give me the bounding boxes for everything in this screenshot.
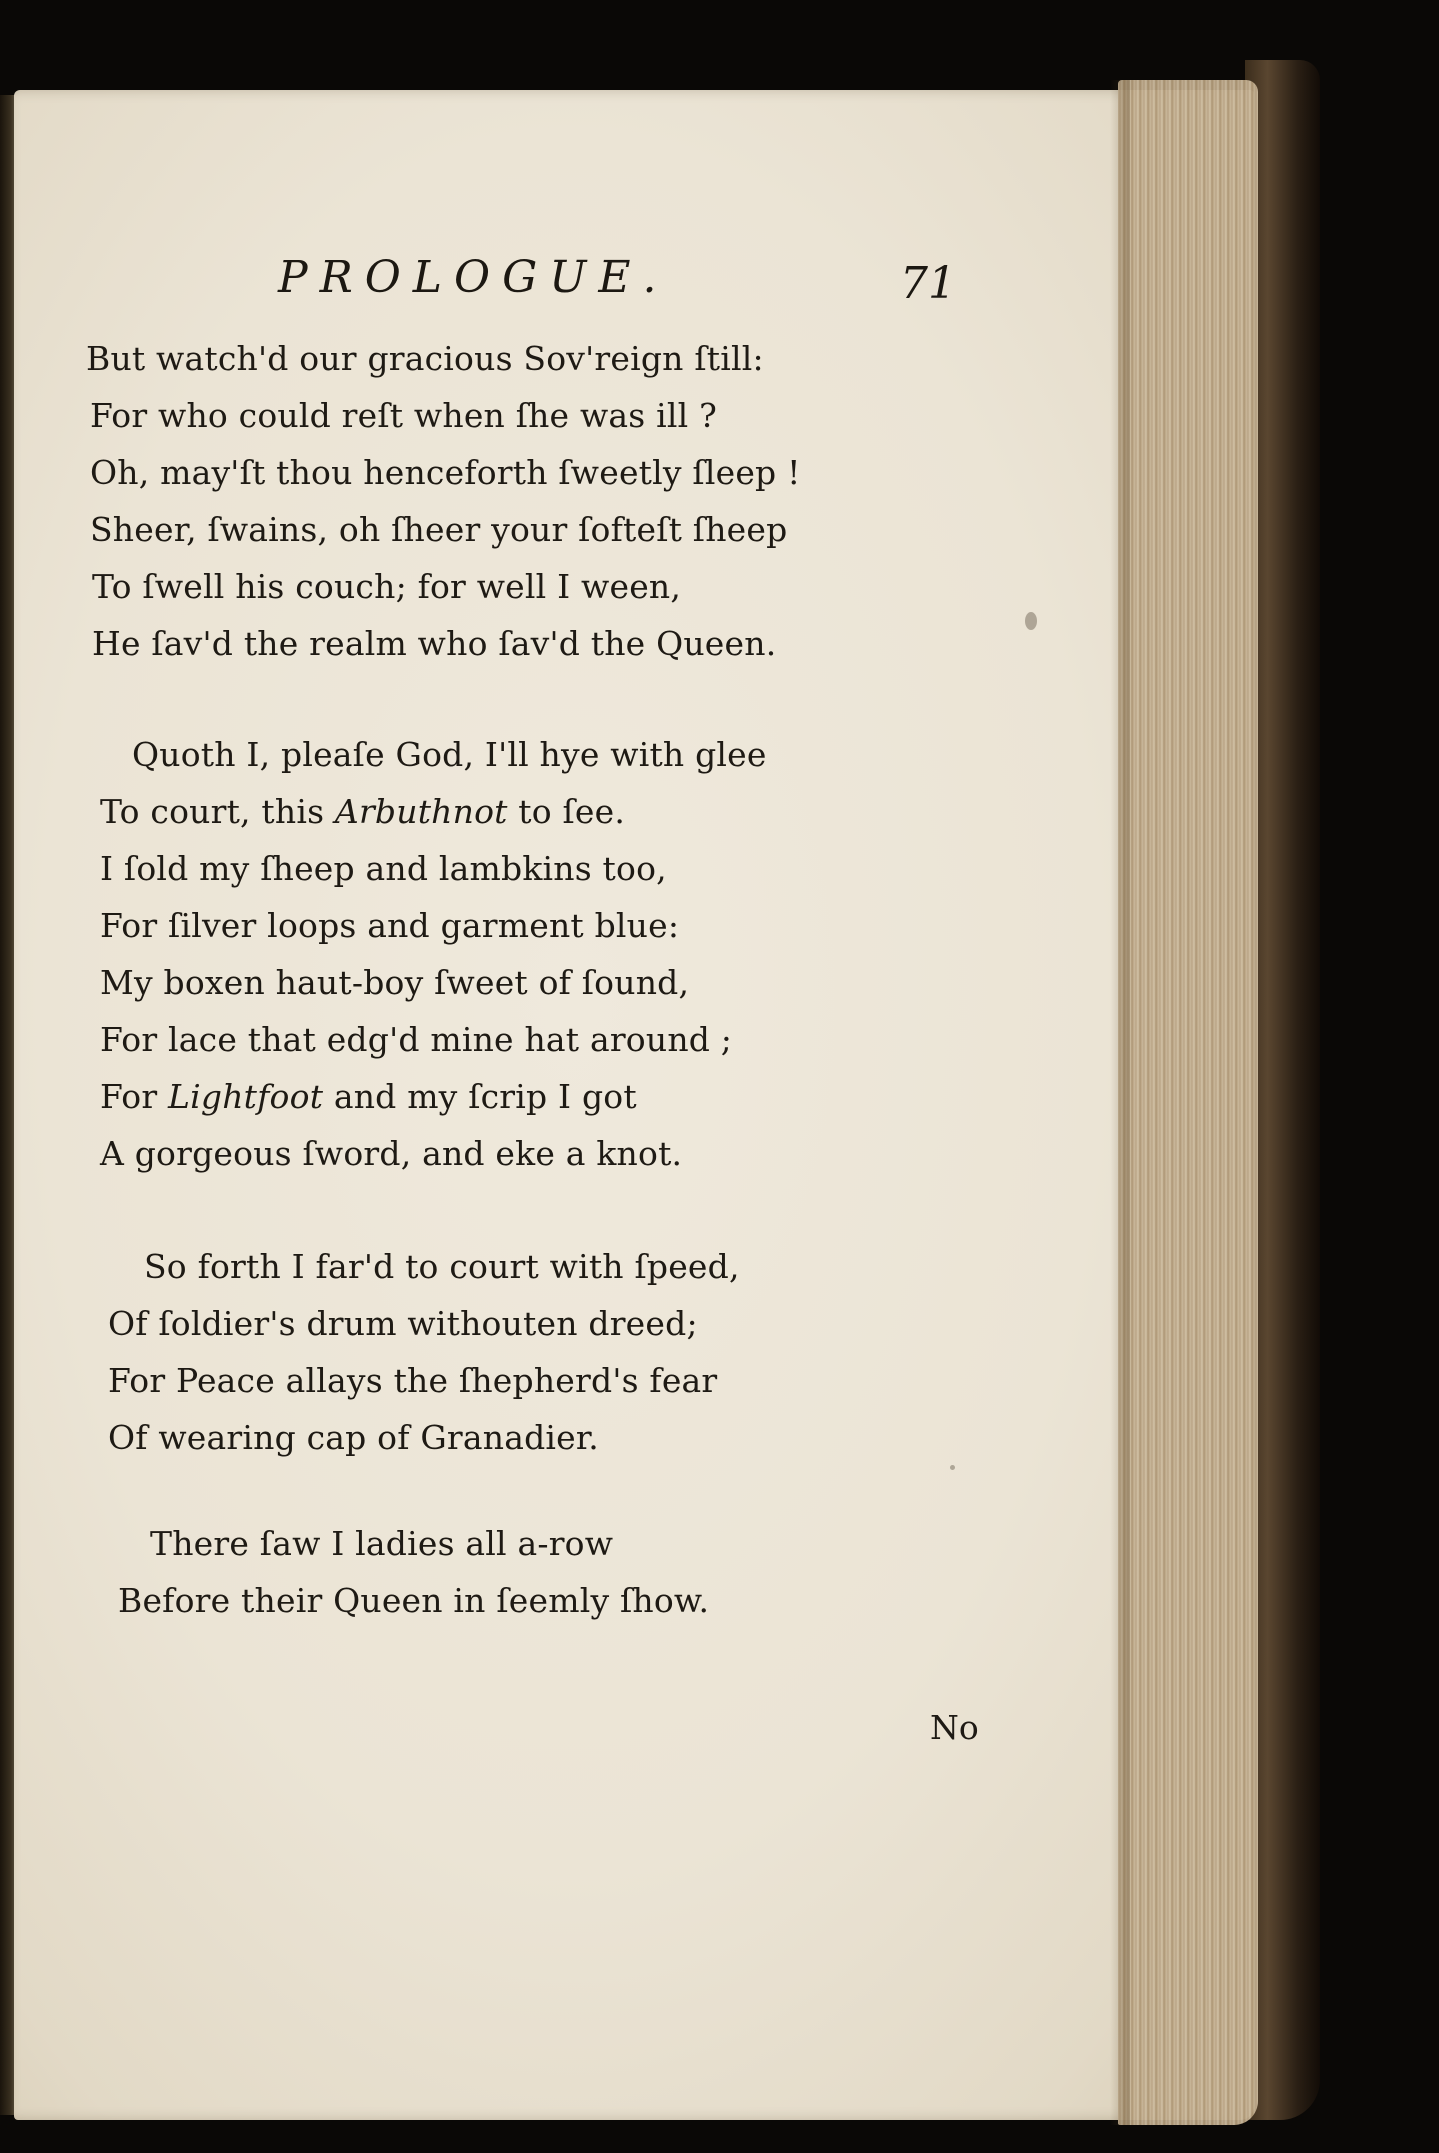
verse-line: But watch'd our gracious Sov'reign ſtill: bbox=[86, 339, 764, 378]
verse-line: For Peace allays the ſhepherd's fear bbox=[108, 1361, 718, 1400]
verse-line: For who could reſt when ſhe was ill ? bbox=[90, 396, 717, 435]
page-number: 71 bbox=[900, 258, 956, 309]
verse-line: Before their Queen in ſeemly ſhow. bbox=[118, 1581, 710, 1620]
verse-line: So forth I far'd to court with ſpeed, bbox=[144, 1247, 740, 1286]
verse-line: Of ſoldier's drum withouten dreed; bbox=[108, 1304, 698, 1343]
verse-line: I ſold my ſheep and lambkins too, bbox=[100, 849, 667, 888]
catchword: No bbox=[930, 1708, 979, 1747]
ink-spot bbox=[1025, 612, 1037, 630]
verse-line: For Lightfoot and my ſcrip I got bbox=[100, 1077, 637, 1116]
verse-line: A gorgeous ſword, and eke a knot. bbox=[100, 1134, 683, 1173]
verse-line: For lace that edg'd mine hat around ; bbox=[100, 1020, 733, 1059]
verse-line: Quoth I, pleaſe God, I'll hye with glee bbox=[132, 735, 767, 774]
verse-line: My boxen haut-boy ſweet of ſound, bbox=[100, 963, 690, 1002]
stanza-1 bbox=[86, 330, 801, 672]
verse-line: Oh, may'ſt thou henceforth ſweetly ſleep ! bbox=[90, 453, 801, 492]
gutter-shadow bbox=[1110, 80, 1130, 2125]
verse-line: There ſaw I ladies all a-row bbox=[150, 1524, 614, 1563]
page-stack-fore-edge bbox=[1118, 80, 1258, 2125]
verse-line: Of wearing cap of Granadier. bbox=[108, 1418, 599, 1457]
verse-line: To ſwell his couch; for well I ween, bbox=[92, 567, 682, 606]
stanza-2 bbox=[100, 726, 767, 1182]
italic-name: Arbuthnot bbox=[334, 792, 508, 831]
running-head: PROLOGUE. bbox=[278, 252, 669, 303]
verse-line: He ſav'd the realm who ſav'd the Queen. bbox=[92, 624, 777, 663]
italic-name: Lightfoot bbox=[168, 1077, 324, 1116]
stanza-3 bbox=[108, 1238, 740, 1466]
verse-line: For ſilver loops and garment blue: bbox=[100, 906, 680, 945]
ink-spot bbox=[950, 1465, 955, 1470]
verse-line: Sheer, ſwains, oh ſheer your ſofteſt ſheep bbox=[90, 510, 788, 549]
stanza-4 bbox=[118, 1515, 709, 1629]
verse-line: To court, this Arbuthnot to ſee. bbox=[100, 792, 626, 831]
